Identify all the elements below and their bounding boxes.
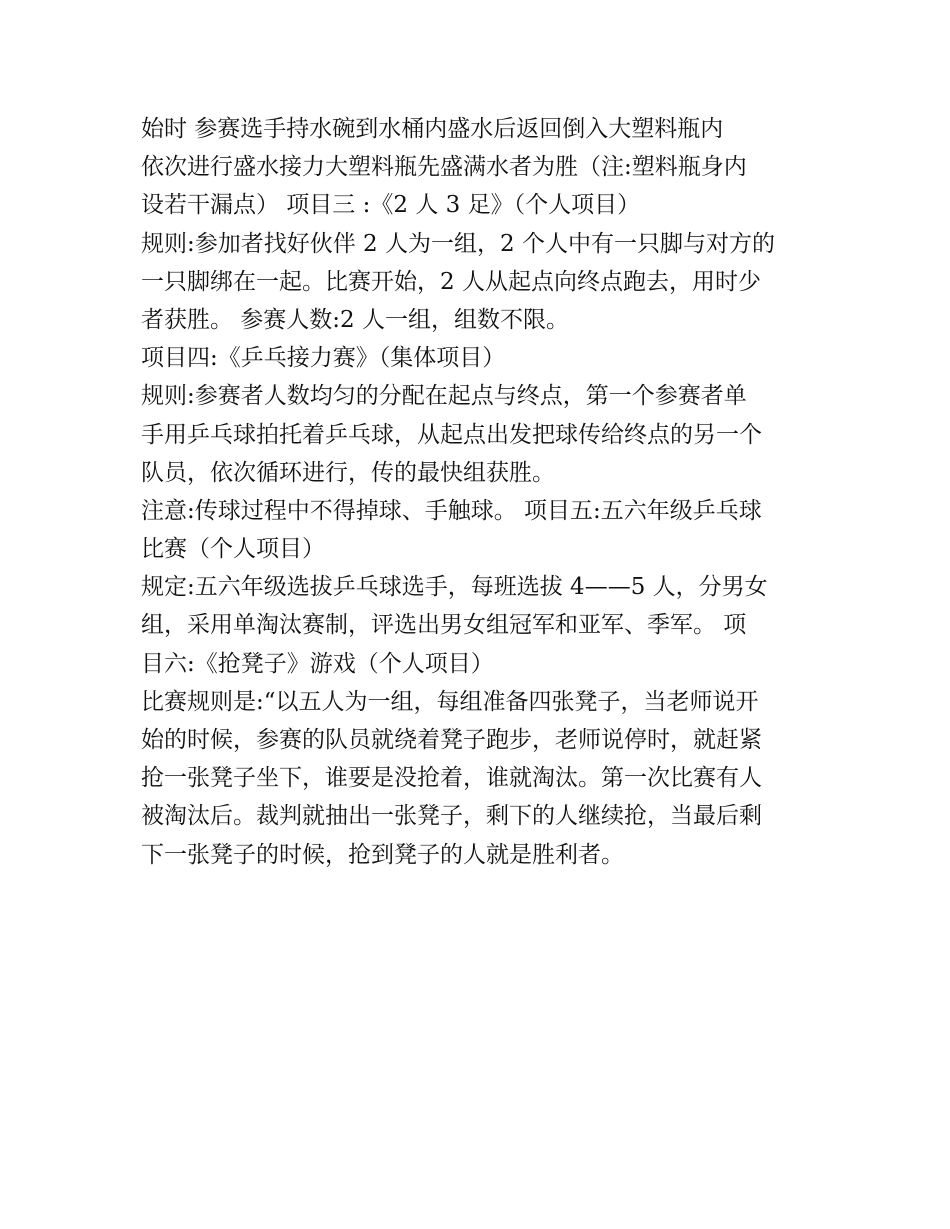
text-line: 规定:五六年级选拔乒乓球选手，每班选拔 4——5 人，分男女 <box>141 574 768 601</box>
text-line: 队员，依次循环进行，传的最快组获胜。 <box>141 459 555 486</box>
text-line: 者获胜。 参赛人数:2 人一组，组数不限。 <box>141 306 570 333</box>
text-line: 一只脚绑在一起。比赛开始，2 人从起点向终点跑去，用时少 <box>141 268 761 295</box>
text-line: 规则:参赛者人数均匀的分配在起点与终点，第一个参赛者单 <box>141 383 747 410</box>
text-line: 抢一张凳子坐下，谁要是没抢着，谁就淘汰。第一次比赛有人 <box>141 765 762 792</box>
text-line: 手用乒乓球拍托着乒乓球，从起点出发把球传给终点的另一个 <box>141 421 762 448</box>
text-line: 始的时候，参赛的队员就绕着凳子跑步，老师说停时，就赶紧 <box>141 727 762 753</box>
text-line: 依次进行盛水接力大塑料瓶先盛满水者为胜（注:塑料瓶身内 <box>141 154 747 181</box>
text-line: 比赛（个人项目） <box>141 536 325 563</box>
text-line: 目六:《抢凳子》游戏（个人项目） <box>141 650 494 677</box>
text-line: 被淘汰后。裁判就抽出一张凳子，剩下的人继续抢，当最后剩 <box>141 803 762 830</box>
text-line: 组，采用单淘汰赛制，评选出男女组冠军和亚军、季军。 项 <box>141 612 747 639</box>
text-line: 注意:传球过程中不得掉球、手触球。 项目五:五六年级乒乓球 <box>141 497 762 524</box>
text-line: 规则:参加者找好伙伴 2 人为一组，2 个人中有一只脚与对方的 <box>141 230 775 257</box>
body-text <box>141 110 831 874</box>
text-line: 比赛规则是:“以五人为一组，每组准备四张凳子，当老师说开 <box>141 688 759 715</box>
text-line: 项目四:《乒乓接力赛》（集体项目） <box>141 345 506 372</box>
text-line: 下一张凳子的时候，抢到凳子的人就是胜利者。 <box>141 841 624 868</box>
text-line: 始时 参赛选手持水碗到水桶内盛水后返回倒入大塑料瓶内 <box>141 116 724 142</box>
text-line: 设若干漏点） 项目三 :《2 人 3 足》（个人项目） <box>141 192 641 219</box>
